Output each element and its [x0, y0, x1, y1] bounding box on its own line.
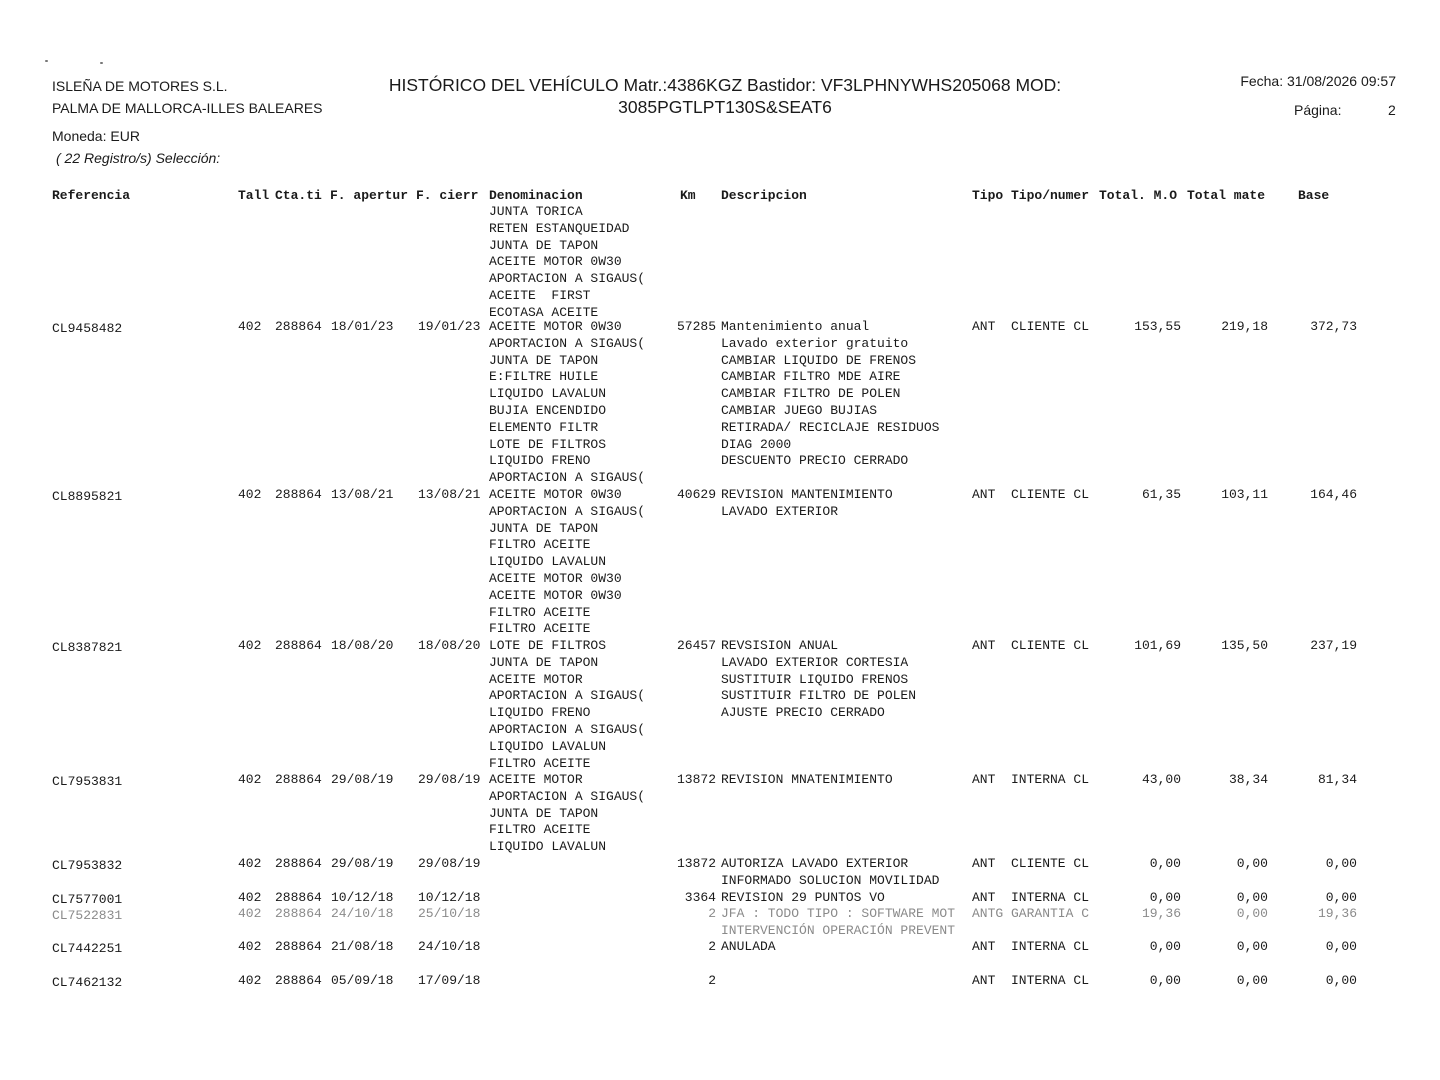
record-tipo-numero: CLIENTE CL [1011, 856, 1090, 871]
description-line: Lavado exterior gratuito [721, 335, 909, 351]
record-total-mo: 0,00 [1149, 939, 1181, 954]
material-line: LIQUIDO LAVALUN [489, 738, 607, 754]
record-reference: CL8387821 [52, 640, 123, 655]
record-apertura-date: 13/08/21 [331, 487, 394, 502]
record-cuenta: 288864 [275, 906, 322, 921]
description-line: LAVADO EXTERIOR [721, 503, 839, 519]
record-km: 57285 [676, 319, 716, 334]
record-reference: CL7953832 [52, 858, 123, 873]
material-line: ACEITE FIRST [489, 288, 591, 303]
material-line: LIQUIDO LAVALUN [489, 554, 607, 570]
material-line: ACEITE MOTOR 0W30 [489, 254, 622, 270]
col-apertura: F. apertur [330, 188, 409, 203]
record-base: 237,19 [1310, 638, 1357, 653]
description-line: CAMBIAR FILTRO DE POLEN [721, 386, 901, 402]
col-cierre: F. cierr [416, 188, 479, 203]
record-total-material: 38,34 [1228, 772, 1268, 787]
material-line: RETEN ESTANQUEIDAD [489, 220, 630, 236]
description-line: REVISION 29 PUNTOS VO [721, 890, 885, 905]
material-line: ACEITE MOTOR [489, 671, 583, 687]
col-descripcion: Descripcion [721, 188, 807, 203]
description-line: AUTORIZA LAVADO EXTERIOR [721, 856, 909, 871]
record-total-material: 0,00 [1236, 856, 1268, 871]
record-total-material: 0,00 [1236, 906, 1268, 921]
description-line: CAMBIAR LIQUIDO DE FRENOS [721, 352, 917, 368]
record-km: 2 [708, 939, 716, 954]
record-tipo-numero: CLIENTE CL [1011, 638, 1090, 653]
record-cuenta: 288864 [275, 939, 322, 954]
record-reference: CL7577001 [52, 892, 123, 907]
col-referencia: Referencia [52, 188, 131, 203]
record-tipo: ANT [972, 487, 996, 502]
record-total-mo: 101,69 [1134, 638, 1181, 653]
record-total-material: 219,18 [1221, 319, 1268, 334]
record-total-mo: 19,36 [1141, 906, 1181, 921]
record-taller: 402 [238, 973, 262, 988]
record-apertura-date: 21/08/18 [331, 939, 394, 954]
record-apertura-date: 18/08/20 [331, 638, 394, 653]
record-cierre-date: 19/01/23 [418, 319, 481, 334]
record-base: 372,73 [1310, 319, 1357, 334]
record-tipo: ANT [972, 939, 996, 954]
record-tipo: ANTG [972, 906, 1004, 921]
material-line: JUNTA DE TAPON [489, 654, 599, 670]
record-cuenta: 288864 [275, 772, 322, 787]
record-base: 0,00 [1325, 939, 1357, 954]
record-taller: 402 [238, 319, 262, 334]
material-line: APORTACION A SIGAUS( [489, 503, 646, 519]
record-tipo: ANT [972, 890, 996, 905]
material-line: APORTACION A SIGAUS( [489, 788, 646, 804]
record-cuenta: 288864 [275, 319, 322, 334]
record-cierre-date: 29/08/19 [418, 772, 481, 787]
record-km: 2 [708, 973, 716, 988]
description-line: CAMBIAR JUEGO BUJIAS [721, 403, 878, 418]
record-taller: 402 [238, 487, 262, 502]
col-total-material: Total mate [1187, 188, 1266, 203]
col-km: Km [680, 188, 696, 203]
col-base: Base [1298, 188, 1330, 203]
record-total-mo: 0,00 [1149, 890, 1181, 905]
material-line: ECOTASA ACEITE [489, 304, 599, 320]
record-km: 3364 [684, 890, 716, 905]
description-line: JFA : TODO TIPO : SOFTWARE MOT [721, 906, 956, 921]
record-km: 13872 [676, 856, 716, 871]
record-total-mo: 0,00 [1149, 973, 1181, 988]
record-cuenta: 288864 [275, 638, 322, 653]
company-name: ISLEÑA DE MOTORES S.L. [52, 78, 228, 94]
scan-speck [45, 60, 48, 62]
record-taller: 402 [238, 638, 262, 653]
description-line: DESCUENTO PRECIO CERRADO [721, 453, 909, 469]
material-line: APORTACION A SIGAUS( [489, 722, 646, 737]
record-reference: CL9458482 [52, 321, 123, 336]
record-apertura-date: 10/12/18 [331, 890, 394, 905]
record-apertura-date: 18/01/23 [331, 319, 394, 334]
description-line: DIAG 2000 [721, 436, 792, 452]
record-reference: CL7442251 [52, 941, 123, 956]
record-cierre-date: 24/10/18 [418, 939, 481, 954]
record-taller: 402 [238, 906, 262, 921]
record-tipo-numero: INTERNA CL [1011, 772, 1090, 787]
record-taller: 402 [238, 890, 262, 905]
material-line: APORTACION A SIGAUS( [489, 271, 646, 287]
record-cierre-date: 17/09/18 [418, 973, 481, 988]
material-line: E:FILTRE HUILE [489, 369, 599, 385]
description-line: ANULADA [721, 939, 776, 954]
record-tipo: ANT [972, 319, 996, 334]
material-line: LIQUIDO LAVALUN [489, 386, 607, 402]
report-title: HISTÓRICO DEL VEHÍCULO Matr.:4386KGZ Bastidor: VF3LPHNYWHS205068 MOD: 3085PGTLPT130S&SEAT6 [388, 75, 1062, 117]
record-cuenta: 288864 [275, 890, 322, 905]
record-km: 26457 [676, 638, 716, 653]
record-cierre-date: 18/08/20 [418, 638, 481, 653]
description-line: REVISION MANTENIMIENTO [721, 487, 893, 502]
material-line: APORTACION A SIGAUS( [489, 335, 646, 351]
record-cierre-date: 10/12/18 [418, 890, 481, 905]
record-reference: CL7522831 [52, 908, 123, 923]
page-number: 2 [1388, 102, 1396, 118]
material-line: LOTE DE FILTROS [489, 436, 607, 452]
record-reference: CL8895821 [52, 489, 123, 504]
col-denominacion: Denominacion [489, 188, 583, 203]
material-line: JUNTA TORICA [489, 204, 583, 219]
record-base: 0,00 [1325, 973, 1357, 988]
record-base: 164,46 [1310, 487, 1357, 502]
material-line: JUNTA DE TAPON [489, 237, 599, 253]
currency-label: Moneda: EUR [52, 128, 140, 144]
record-apertura-date: 29/08/19 [331, 856, 394, 871]
record-tipo: ANT [972, 856, 996, 871]
material-line: BUJIA ENCENDIDO [489, 403, 607, 418]
record-tipo-numero: INTERNA CL [1011, 973, 1090, 988]
record-tipo-numero: CLIENTE CL [1011, 319, 1090, 334]
description-line: SUSTITUIR LIQUIDO FRENOS [721, 671, 909, 687]
record-tipo: ANT [972, 638, 996, 653]
description-line: INFORMADO SOLUCION MOVILIDAD [721, 872, 940, 888]
report-date: Fecha: 31/08/2026 09:57 [1240, 73, 1396, 89]
record-reference: CL7462132 [52, 975, 123, 990]
material-line: LOTE DE FILTROS [489, 638, 607, 653]
record-cuenta: 288864 [275, 973, 322, 988]
record-apertura-date: 29/08/19 [331, 772, 394, 787]
record-taller: 402 [238, 856, 262, 871]
record-total-material: 135,50 [1221, 638, 1268, 653]
record-taller: 402 [238, 939, 262, 954]
record-base: 0,00 [1325, 856, 1357, 871]
record-tipo-numero: CLIENTE CL [1011, 487, 1090, 502]
record-apertura-date: 24/10/18 [331, 906, 394, 921]
material-line: ELEMENTO FILTR [489, 419, 599, 435]
record-cierre-date: 29/08/19 [418, 856, 481, 871]
record-total-mo: 153,55 [1134, 319, 1181, 334]
description-line: RETIRADA/ RECICLAJE RESIDUOS [721, 419, 940, 435]
record-km: 13872 [676, 772, 716, 787]
material-line: APORTACION A SIGAUS( [489, 470, 646, 486]
record-total-mo: 0,00 [1149, 856, 1181, 871]
material-line: FILTRO ACEITE [489, 621, 591, 637]
record-apertura-date: 05/09/18 [331, 973, 394, 988]
record-base: 81,34 [1317, 772, 1357, 787]
material-line: JUNTA DE TAPON [489, 520, 599, 536]
material-line: FILTRO ACEITE [489, 755, 591, 771]
description-line: REVISION MNATENIMIENTO [721, 772, 893, 787]
description-line: Mantenimiento anual [721, 319, 870, 334]
description-line: LAVADO EXTERIOR CORTESIA [721, 654, 909, 670]
material-line: ACEITE MOTOR 0W30 [489, 587, 622, 603]
scan-speck [100, 62, 103, 64]
description-line: REVSISION ANUAL [721, 638, 839, 653]
record-cierre-date: 13/08/21 [418, 487, 481, 502]
material-line: ACEITE MOTOR [489, 772, 583, 787]
record-total-mo: 61,35 [1141, 487, 1181, 502]
col-tipo-numero: Tipo/numer [1011, 188, 1090, 203]
page-label: Página: [1294, 102, 1342, 118]
record-tipo: ANT [972, 772, 996, 787]
material-line: LIQUIDO FRENO [489, 453, 591, 469]
material-line: FILTRO ACEITE [489, 822, 591, 838]
col-taller: Tall [238, 188, 270, 203]
description-line: AJUSTE PRECIO CERRADO [721, 705, 885, 721]
record-base: 0,00 [1325, 890, 1357, 905]
material-line: LIQUIDO LAVALUN [489, 839, 607, 855]
record-total-material: 0,00 [1236, 890, 1268, 905]
material-line: ACEITE MOTOR 0W30 [489, 571, 622, 586]
record-total-material: 103,11 [1221, 487, 1268, 502]
material-line: ACEITE MOTOR 0W30 [489, 319, 622, 334]
record-km: 40629 [676, 487, 716, 502]
description-line: INTERVENCIÓN OPERACIÓN PREVENT [721, 922, 956, 938]
material-line: ACEITE MOTOR 0W30 [489, 487, 622, 502]
record-cuenta: 288864 [275, 856, 322, 871]
record-cuenta: 288864 [275, 487, 322, 502]
col-total-mo: Total. M.O [1099, 188, 1178, 203]
material-line: JUNTA DE TAPON [489, 352, 599, 368]
material-line: APORTACION A SIGAUS( [489, 688, 646, 704]
record-km: 2 [708, 906, 716, 921]
record-total-mo: 43,00 [1141, 772, 1181, 787]
col-cuenta: Cta.ti [275, 188, 322, 203]
description-line: SUSTITUIR FILTRO DE POLEN [721, 688, 917, 704]
record-total-material: 0,00 [1236, 973, 1268, 988]
record-tipo-numero: INTERNA CL [1011, 890, 1090, 905]
company-city: PALMA DE MALLORCA-ILLES BALEARES [52, 100, 323, 116]
record-tipo-numero: INTERNA CL [1011, 939, 1090, 954]
col-tipo: Tipo [972, 188, 1004, 203]
record-tipo: ANT [972, 973, 996, 988]
description-line: CAMBIAR FILTRO MDE AIRE [721, 369, 901, 385]
records-count: ( 22 Registro/s) Selección: [56, 150, 221, 166]
record-total-material: 0,00 [1236, 939, 1268, 954]
material-line: LIQUIDO FRENO [489, 705, 591, 721]
material-line: JUNTA DE TAPON [489, 805, 599, 821]
record-tipo-numero: GARANTIA C [1011, 906, 1090, 921]
material-line: FILTRO ACEITE [489, 604, 591, 620]
material-line: FILTRO ACEITE [489, 537, 591, 553]
record-taller: 402 [238, 772, 262, 787]
record-reference: CL7953831 [52, 774, 123, 789]
record-base: 19,36 [1317, 906, 1357, 921]
record-cierre-date: 25/10/18 [418, 906, 481, 921]
